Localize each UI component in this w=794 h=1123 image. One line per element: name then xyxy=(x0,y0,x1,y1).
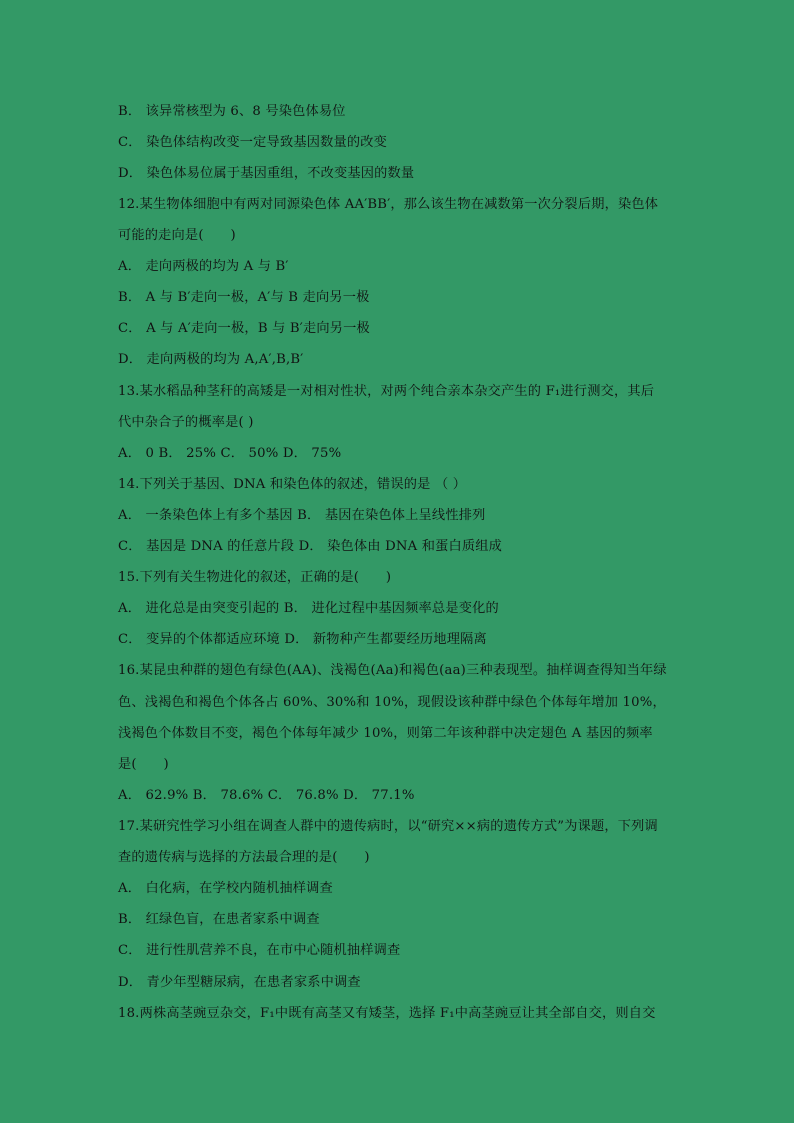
option-a-q17: A． 白化病，在学校内随机抽样调查 xyxy=(118,881,333,896)
option-b-q11: B． 该异常核型为 6、8 号染色体易位 xyxy=(118,104,346,119)
question-16-stem-cont-2: 浅褐色个体数目不变，褐色个体每年减少 10%，则第二年该种群中决定翅色 A 基因的频率 xyxy=(118,726,653,741)
question-12-stem: 12.某生物体细胞中有两对同源染色体 AA′BB′，那么该生物在减数第一次分裂后期，染色体 xyxy=(118,197,659,212)
options-q16: A． 62.9% B． 78.6% C． 76.8% D． 77.1% xyxy=(118,788,415,803)
option-c-q17: C． 进行性肌营养不良，在市中心随机抽样调查 xyxy=(118,943,401,958)
question-18-stem: 18.两株高茎豌豆杂交，F₁中既有高茎又有矮茎，选择 F₁中高茎豌豆让其全部自交，则自交 xyxy=(118,1006,656,1021)
options-q13: A． 0 B． 25% C． 50% D． 75% xyxy=(118,446,342,461)
option-d-q11: D． 染色体易位属于基因重组，不改变基因的数量 xyxy=(118,166,415,181)
question-13-stem-cont: 代中杂合子的概率是( ) xyxy=(118,415,254,430)
option-b-q12: B． A 与 B′走向一极，A′与 B 走向另一极 xyxy=(118,290,370,305)
question-16-stem: 16.某昆虫种群的翅色有绿色(AA)、浅褐色(Aa)和褐色(aa)三种表现型。抽样调查得知当年绿 xyxy=(118,663,667,678)
question-17-stem: 17.某研究性学习小组在调查人群中的遗传病时，以“研究××病的遗传方式”为课题，下列调 xyxy=(118,819,658,834)
question-16-stem-cont-1: 色、浅褐色和褐色个体各占 60%、30%和 10%，现假设该种群中绿色个体每年增加 10%， xyxy=(118,695,666,710)
options-ab-q14: A． 一条染色体上有多个基因 B． 基因在染色体上呈线性排列 xyxy=(118,508,486,523)
options-ab-q15: A． 进化总是由突变引起的 B． 进化过程中基因频率总是变化的 xyxy=(118,601,499,616)
options-cd-q14: C． 基因是 DNA 的任意片段 D． 染色体由 DNA 和蛋白质组成 xyxy=(118,539,503,554)
option-c-q12: C． A 与 A′走向一极，B 与 B′走向另一极 xyxy=(118,321,370,336)
question-12-stem-cont: 可能的走向是( ) xyxy=(118,228,236,243)
option-d-q12: D． 走向两极的均为 A,A′,B,B′ xyxy=(118,352,304,367)
option-c-q11: C． 染色体结构改变一定导致基因数量的改变 xyxy=(118,135,388,150)
question-14-stem: 14.下列关于基因、DNA 和染色体的叙述，错误的是 （ ） xyxy=(118,477,467,492)
options-cd-q15: C． 变异的个体都适应环境 D． 新物种产生都要经历地理隔离 xyxy=(118,632,487,647)
option-b-q17: B． 红绿色盲，在患者家系中调查 xyxy=(118,912,320,927)
option-a-q12: A． 走向两极的均为 A 与 B′ xyxy=(118,259,289,274)
question-17-stem-cont: 查的遗传病与选择的方法最合理的是( ) xyxy=(118,850,370,865)
question-13-stem: 13.某水稻品种茎秆的高矮是一对相对性状，对两个纯合亲本杂交产生的 F₁进行测交，其后 xyxy=(118,384,655,399)
question-15-stem: 15.下列有关生物进化的叙述，正确的是( ) xyxy=(118,570,392,585)
option-d-q17: D． 青少年型糖尿病，在患者家系中调查 xyxy=(118,975,361,990)
question-16-stem-cont-3: 是( ) xyxy=(118,757,169,772)
